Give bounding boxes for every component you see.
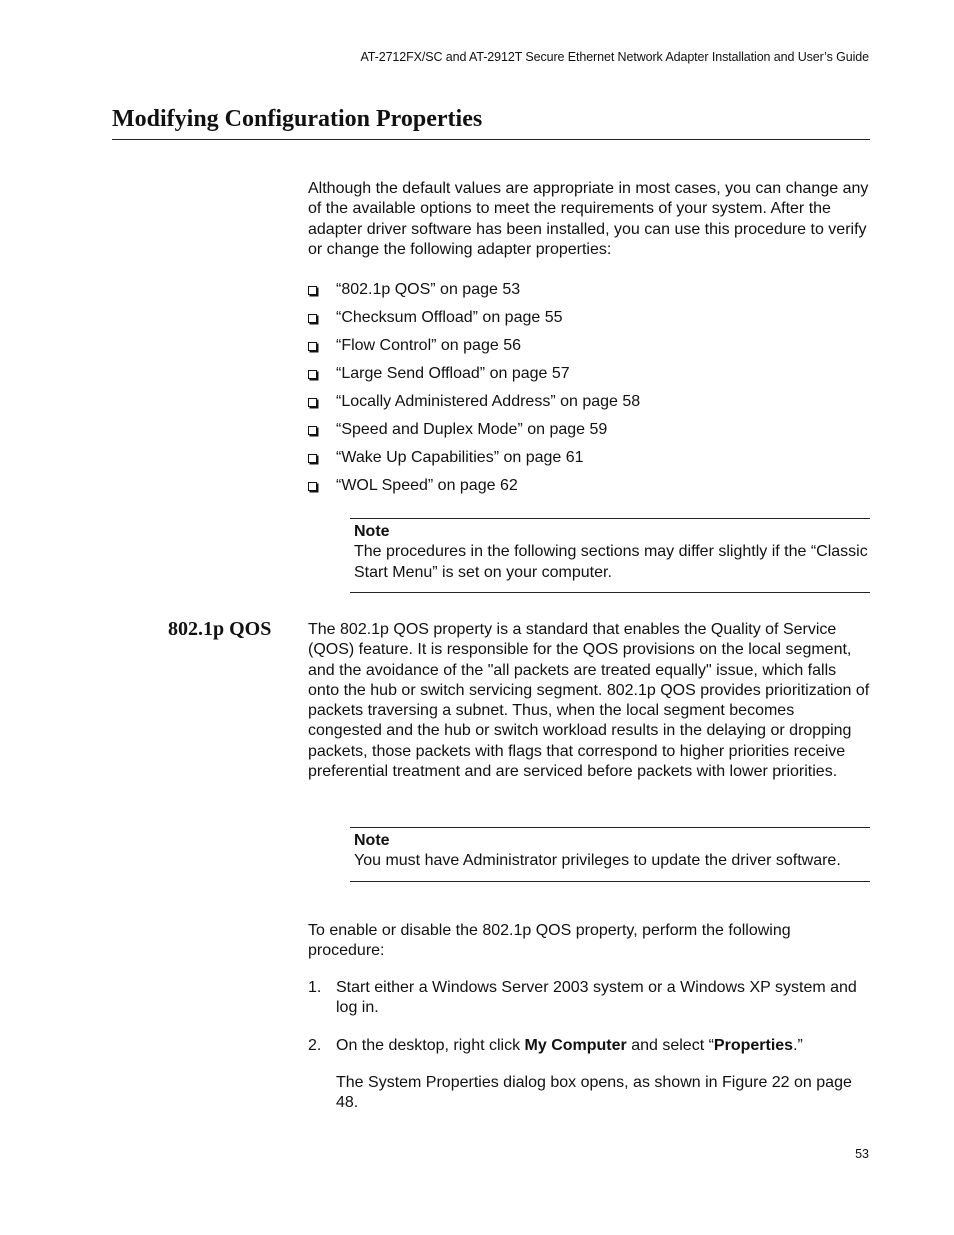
list-item xyxy=(308,360,640,388)
list-item xyxy=(308,388,640,416)
note-label: Note xyxy=(354,523,390,540)
checkbox-bullet-icon xyxy=(308,286,317,295)
step-number: 2. xyxy=(308,1037,322,1054)
list-item xyxy=(308,416,640,444)
list-item xyxy=(308,276,640,304)
list-item-link[interactable]: “Speed and Duplex Mode” on page 59 xyxy=(336,421,608,438)
properties-list xyxy=(308,276,640,500)
list-item xyxy=(308,472,640,500)
list-item-link[interactable]: “Locally Administered Address” on page 58 xyxy=(336,393,641,410)
qos-paragraph: The 802.1p QOS property is a standard that enables the Quality of Service (QOS) feature. It is responsible for the QOS provisions on the local segment, and the avoidance of the "all packets are treated equally" issue, which falls onto the hub or switch servicing segment. 802.1p QOS provides prioritization of packets traversing a subnet. Thus, when the local segment becomes congested and the hub or switch workload results in the delaying or dropping packets, those packets with flags that correspond to higher priorities receive preferential treatment and are serviced before packets with lower priorities. xyxy=(308,621,870,781)
step-followup: The System Properties dialog box opens, as shown in Figure 22 on page 48. xyxy=(336,1074,852,1112)
qos-heading: 802.1p QOS xyxy=(168,618,272,640)
step-text-part: On the desktop, right click xyxy=(336,1037,525,1054)
checkbox-bullet-icon xyxy=(308,398,317,407)
section-title: Modifying Configuration Properties xyxy=(112,106,483,132)
ui-term-my-computer: My Computer xyxy=(524,1037,627,1054)
step-text-part: .” xyxy=(793,1037,803,1054)
list-item-link[interactable]: “802.1p QOS” on page 53 xyxy=(336,281,521,298)
checkbox-bullet-icon xyxy=(308,342,317,351)
procedure-step xyxy=(308,978,870,1019)
procedure-step xyxy=(308,1036,870,1056)
checkbox-bullet-icon xyxy=(308,426,317,435)
step-number: 1. xyxy=(308,979,322,996)
checkbox-bullet-icon xyxy=(308,314,317,323)
page-number: 53 xyxy=(855,1147,869,1161)
note-box xyxy=(350,518,870,593)
list-item-link[interactable]: “WOL Speed” on page 62 xyxy=(336,477,518,494)
list-item xyxy=(308,332,640,360)
list-item-link[interactable]: “Wake Up Capabilities” on page 61 xyxy=(336,449,584,466)
note-label: Note xyxy=(354,832,390,849)
list-item-link[interactable]: “Flow Control” on page 56 xyxy=(336,337,521,354)
step-text xyxy=(336,1036,870,1056)
note-text: You must have Administrator privileges to update the driver software. xyxy=(354,852,841,870)
running-header: AT-2712FX/SC and AT-2912T Secure Ethernet Network Adapter Installation and User’s Guide xyxy=(360,50,869,64)
list-item xyxy=(308,444,640,472)
intro-paragraph: Although the default values are appropriate in most cases, you can change any of the available options to meet the requirements of your system. After the adapter driver software has been installed, you can use this procedure to verify or change the following adapter properties: xyxy=(308,180,869,258)
step-text: Start either a Windows Server 2003 system or a Windows XP system and log in. xyxy=(336,979,857,1017)
checkbox-bullet-icon xyxy=(308,454,317,463)
step-text-part: and select “ xyxy=(626,1037,714,1054)
title-rule xyxy=(112,139,870,140)
list-item xyxy=(308,304,640,332)
list-item-link[interactable]: “Checksum Offload” on page 55 xyxy=(336,309,563,326)
note-box xyxy=(350,827,870,882)
note-text: The procedures in the following sections may differ slightly if the “Classic Start Menu” is set on your computer. xyxy=(354,543,868,581)
list-item-link[interactable]: “Large Send Offload” on page 57 xyxy=(336,365,570,382)
checkbox-bullet-icon xyxy=(308,370,317,379)
ui-term-properties: Properties xyxy=(713,1037,794,1054)
checkbox-bullet-icon xyxy=(308,482,317,491)
procedure-intro: To enable or disable the 802.1p QOS property, perform the following procedure: xyxy=(308,922,791,960)
